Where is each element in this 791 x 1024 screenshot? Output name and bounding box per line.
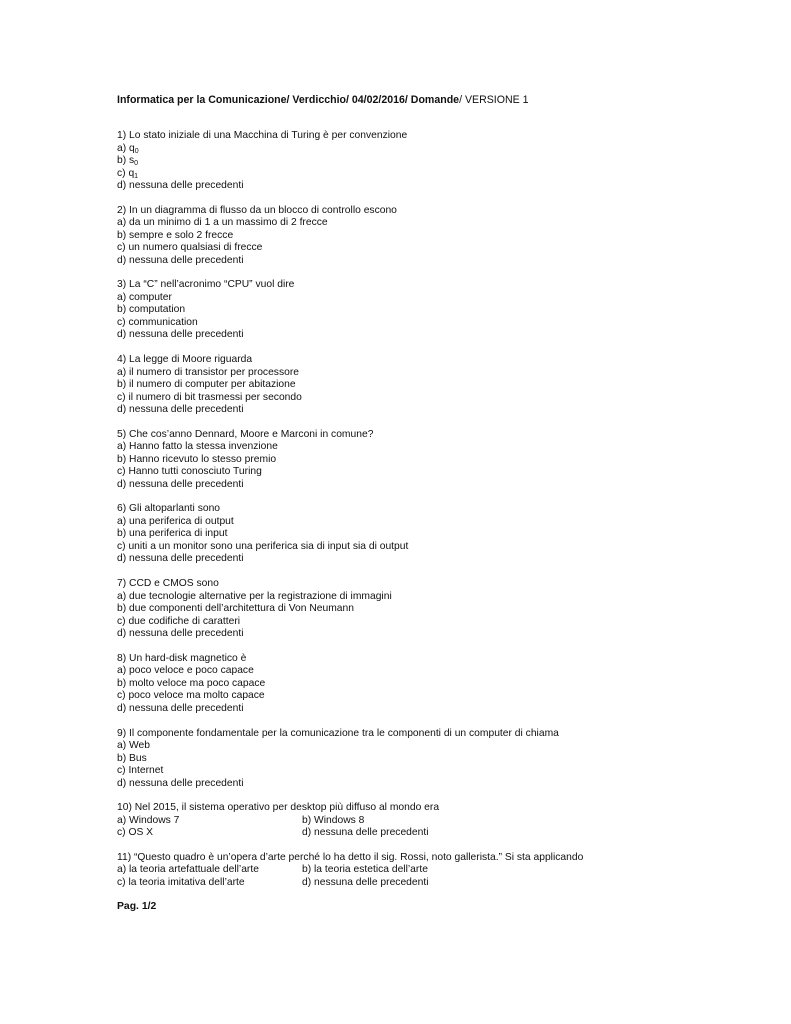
answer-option: d) nessuna delle precedenti — [117, 702, 244, 714]
answer-option: d) nessuna delle precedenti — [117, 777, 244, 789]
question-5 — [117, 429, 583, 492]
answer-option: b) sempre e solo 2 frecce — [117, 229, 234, 241]
question-text: 9) Il componente fondamentale per la comunicazione tra le componenti di un computer di chiama — [117, 727, 559, 739]
question-10 — [117, 802, 583, 840]
answer-option: c) la teoria imitativa dell’arte — [117, 876, 245, 888]
answer-option: a) da un minimo di 1 a un massimo di 2 frecce — [117, 217, 328, 229]
question-text: 3) La “C” nell’acronimo “CPU” vuol dire — [117, 279, 295, 291]
question-9 — [117, 728, 583, 791]
question-3 — [117, 279, 583, 342]
answer-option: a) la teoria artefattuale dell’arte — [117, 864, 259, 876]
answer-row — [117, 815, 583, 828]
answer-option: b) computation — [117, 304, 186, 316]
answer-option: b) $s_0$ — [117, 155, 139, 167]
answer-option: a) Web — [117, 740, 151, 751]
question-4 — [117, 354, 583, 417]
question-text: 11) “Questo quadro è un’opera d’arte perché lo ha detto il sig. Rossi, noto gallerista.” Si sta applicando — [117, 851, 584, 863]
question-text: 10) Nel 2015, il sistema operativo per desktop più diffuso al mondo era — [117, 802, 440, 814]
answer-row — [117, 864, 583, 877]
question-text: 4) La legge di Moore riguarda — [117, 354, 253, 366]
answer-option: c) OS X — [117, 827, 154, 839]
page-number: Pag. 1/2 — [117, 901, 157, 912]
question-text: 5) Che cos’anno Dennard, Moore e Marconi in comune? — [117, 428, 374, 440]
answer-option: c) Hanno tutti conosciuto Turing — [117, 466, 262, 478]
answer-option: c) un numero qualsiasi di frecce — [117, 242, 263, 254]
header-title-bold: Informatica per la Comunicazione/ Verdicchio/ 04/02/2016/ Domande — [117, 94, 460, 106]
question-text: 7) CCD e CMOS sono — [117, 578, 219, 590]
answer-option: a) computer — [117, 291, 172, 303]
question-11 — [117, 852, 583, 890]
answer-option: c) Internet — [117, 765, 164, 776]
answer-option: c) poco veloce ma molto capace — [117, 690, 265, 702]
answer-option: b) una periferica di input — [117, 528, 228, 540]
answer-option: a) Hanno fatto la stessa invenzione — [117, 441, 278, 453]
question-text: 6) Gli altoparlanti sono — [117, 503, 221, 515]
question-text: 8) Un hard-disk magnetico è — [117, 652, 247, 664]
answer-option: a) due tecnologie alternative per la registrazione di immagini — [117, 590, 392, 602]
answer-option: d) nessuna delle precedenti — [117, 553, 244, 565]
answer-option: b) Bus — [117, 752, 147, 764]
page-header — [117, 94, 529, 107]
answer-option: d) nessuna delle precedenti — [117, 478, 244, 490]
answer-option: a) una periferica di output — [117, 515, 234, 527]
answer-option: a) poco veloce e poco capace — [117, 665, 254, 677]
question-1 — [117, 130, 583, 193]
answer-option: a) il numero di transistor per processore — [117, 366, 299, 378]
answer-option: b) Hanno ricevuto lo stesso premio — [117, 453, 277, 465]
answer-option: a) $q_0$ — [117, 142, 139, 155]
answer-option: b) due componenti dell’architettura di Von Neumann — [117, 603, 354, 615]
answer-row — [117, 877, 583, 890]
answer-option: c) $q_1$ — [117, 167, 139, 180]
answer-option: d) nessuna delle precedenti — [117, 329, 244, 341]
answer-row — [117, 827, 583, 840]
answer-option: b) la teoria estetica dell’arte — [302, 864, 428, 876]
answer-option: d) nessuna delle precedenti — [117, 254, 244, 266]
answer-option: c) communication — [117, 316, 198, 328]
questions-list — [117, 130, 583, 902]
answer-option: c) due codifiche di caratteri — [117, 615, 241, 627]
answer-option: d) nessuna delle precedenti — [117, 180, 244, 191]
answer-option: a) Windows 7 — [117, 814, 180, 826]
answer-option: d) nessuna delle precedenti — [117, 628, 244, 640]
question-text: 2) In un diagramma di flusso da un blocco di controllo escono — [117, 204, 397, 216]
answer-option: b) molto veloce ma poco capace — [117, 677, 266, 689]
answer-option: c) uniti a un monitor sono una periferica sia di input sia di output — [117, 540, 409, 552]
header-version: / VERSIONE 1 — [459, 94, 529, 106]
question-text: 1) Lo stato iniziale di una Macchina di Turing è per convenzione — [117, 130, 408, 141]
question-8 — [117, 653, 583, 716]
answer-option: d) nessuna delle precedenti — [302, 876, 429, 888]
answer-option: d) nessuna delle precedenti — [302, 827, 429, 839]
answer-option: b) il numero di computer per abitazione — [117, 379, 296, 391]
answer-option: d) nessuna delle precedenti — [117, 404, 244, 416]
question-7 — [117, 578, 583, 641]
question-6 — [117, 503, 583, 566]
answer-option: b) Windows 8 — [302, 814, 365, 826]
question-2 — [117, 205, 583, 268]
answer-option: c) il numero di bit trasmessi per secondo — [117, 391, 302, 403]
